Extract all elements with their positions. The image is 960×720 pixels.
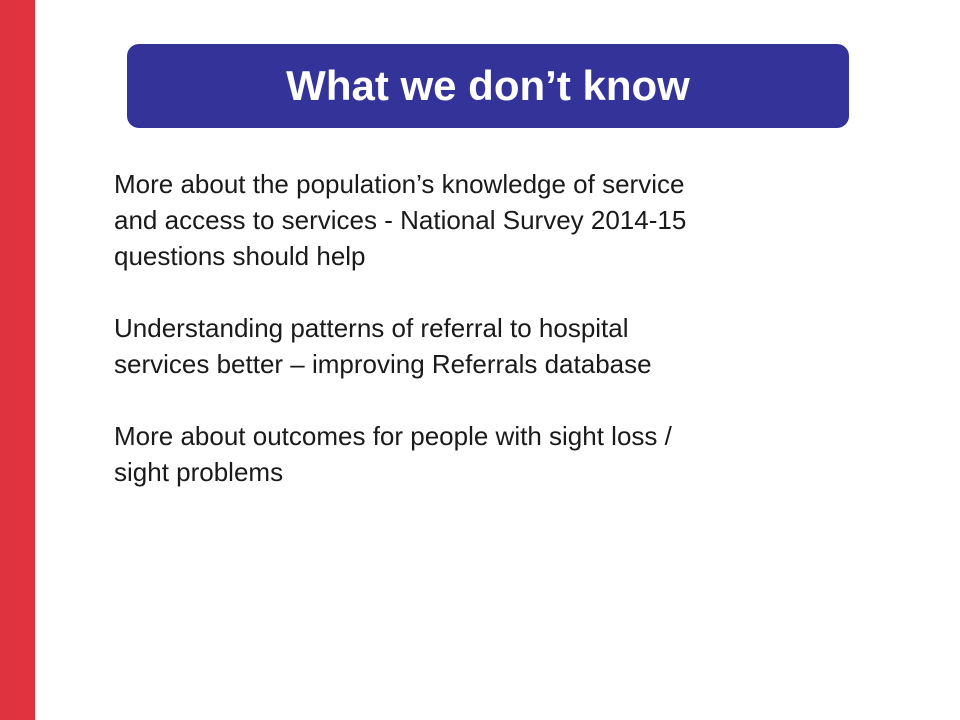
- text-line: services better – improving Referrals database: [114, 349, 652, 379]
- text-line: More about outcomes for people with sight loss /: [114, 421, 672, 451]
- title-banner: [127, 44, 849, 128]
- paragraph-population-knowledge: [114, 166, 834, 274]
- text-line: sight problems: [114, 457, 284, 487]
- slide-body: [114, 166, 834, 526]
- text-line: and access to services - National Survey 2014-15: [114, 205, 687, 235]
- text-line: questions should help: [114, 241, 366, 271]
- text-line: Understanding patterns of referral to hospital: [114, 313, 629, 343]
- slide-title: What we don’t know: [286, 62, 690, 109]
- left-accent-bar: [0, 0, 35, 720]
- paragraph-outcomes: [114, 418, 834, 490]
- paragraph-referral-patterns: [114, 310, 834, 382]
- text-line: More about the population’s knowledge of service: [114, 169, 685, 199]
